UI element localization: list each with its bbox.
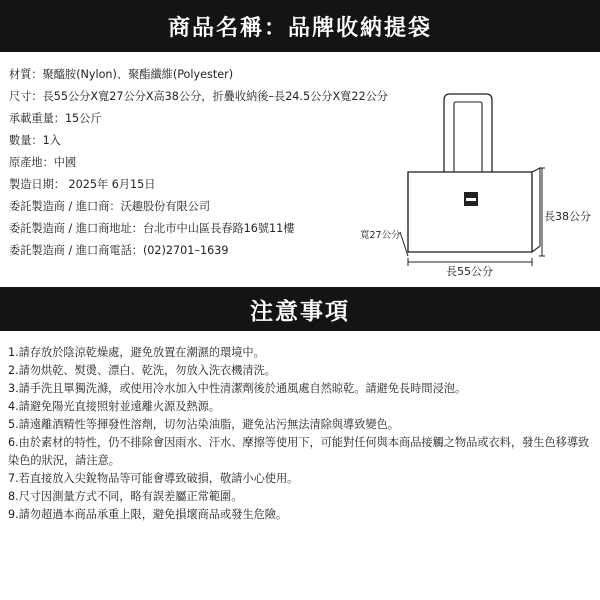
notice-item: 3.請手洗且單獨洗滌，或使用冷水加入中性清潔劑後於通風處自然晾乾。請避免長時間浸泡。 bbox=[8, 382, 467, 395]
spec-manufacture-date: 製造日期： 2025年 6月15日 bbox=[9, 178, 156, 191]
spec-material: 材質：聚醯胺(Nylon)、聚酯纖維(Polyester) bbox=[9, 68, 234, 81]
length-label: 長55公分 bbox=[446, 265, 493, 278]
spec-importer: 委託製造商 / 進口商：沃趣股份有限公司 bbox=[9, 200, 211, 213]
notice-title-banner bbox=[0, 287, 600, 331]
notice-item: 5.請遠離酒精性等揮發性溶劑，切勿沾染油脂，避免沾污無法清除與導致變色。 bbox=[8, 418, 400, 431]
bag-handle bbox=[444, 94, 492, 172]
width-dimension-line bbox=[400, 232, 408, 256]
bag-front-panel bbox=[408, 172, 532, 252]
height-label: 長38公分 bbox=[544, 210, 591, 223]
bag-back-panel bbox=[408, 168, 540, 252]
spec-quantity: 數量：1入 bbox=[9, 134, 61, 147]
bag-dimension-diagram bbox=[356, 92, 600, 282]
spec-size: 尺寸：長55公分X寬27公分X高38公分，折疊收納後–長24.5公分X寬22公分 bbox=[9, 90, 388, 103]
notice-list bbox=[8, 344, 593, 524]
spec-load: 承載重量：15公斤 bbox=[9, 112, 102, 125]
notice-item: 4.請避免陽光直接照射並遠離火源及熱源。 bbox=[8, 400, 221, 413]
notice-item: 8.尺寸因測量方式不同，略有誤差屬正常範圍。 bbox=[8, 490, 243, 503]
spec-origin: 原產地：中國 bbox=[9, 156, 77, 169]
product-title: 商品名稱：品牌收納提袋 bbox=[167, 15, 432, 41]
bag-handle-inner bbox=[454, 102, 482, 172]
notice-item: 1.請存放於陰涼乾燥處，避免放置在潮濕的環境中。 bbox=[8, 346, 265, 359]
notice-item: 2.請勿烘乾、熨燙、漂白、乾洗，勿放入洗衣機清洗。 bbox=[8, 364, 276, 377]
notice-item: 7.若直接放入尖銳物品等可能會導致破損，敬請小心使用。 bbox=[8, 472, 299, 485]
notice-item: 6.由於素材的特性，仍不排除會因雨水、汗水、摩擦等使用下，可能對任何與本商品接觸之物品或衣料，發生色移導致染色的狀況，請注意。 bbox=[8, 436, 590, 467]
notice-title: 注意事項 bbox=[250, 298, 350, 325]
spec-importer-phone: 委託製造商 / 進口商電話：(02)2701–1639 bbox=[9, 244, 229, 257]
notice-item: 9.請勿超過本商品承重上限，避免損壞商品或發生危險。 bbox=[8, 508, 288, 521]
product-title-banner bbox=[0, 0, 600, 52]
spec-importer-address: 委託製造商 / 進口商地址：台北市中山區長春路16號11樓 bbox=[9, 222, 295, 235]
width-label: 寬27公分 bbox=[360, 230, 401, 241]
spec-list bbox=[9, 64, 388, 262]
